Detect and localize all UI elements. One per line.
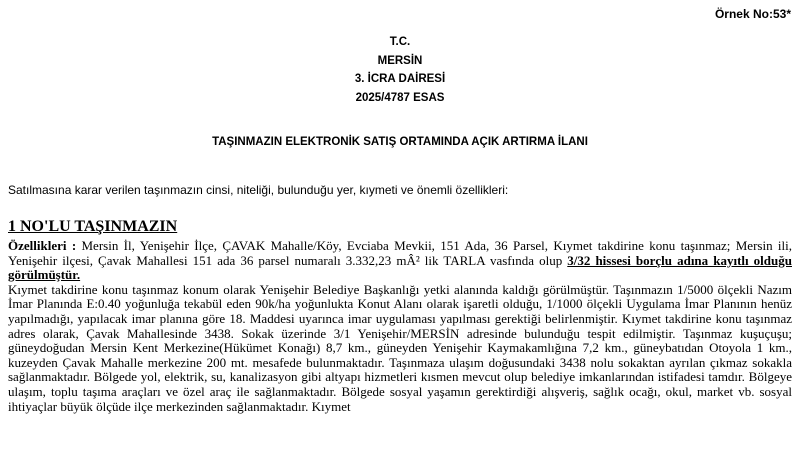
property-details	[8, 239, 792, 414]
court-header	[0, 33, 800, 108]
header-line-tc: T.C.	[389, 36, 411, 48]
description-paragraph: Kıymet takdirine konu taşınmaz konum olarak Yenişehir Belediye Başkanlığı yetki alanında kaldığı görülmüştür. Taşınmazın 1/5000 ölçekli Nazım İmar Planında E:0.40 yoğunluğa tekabül eden 90k/ha yoğunlukta Konut Alanı olarak işaretli olduğu, 1/1000 ölçekli Uygulama İmar Planının henüz yapılmadığı, yapılacak imar planına göre 18. Maddesi uyarınca imar uygulaması yapılması gerektiği belirlenmiştir. Kıymet takdirine konu taşınmaz adres olarak, Çavak Mahallesinde 3438. Sokak üzerinde 3/1 Yenişehir/MERSİN adresinde bulunduğu tespit edilmiştir. Taşınmaz kuşuçuşu; güneydoğudan Mersin Kent Merkezine(Hükümet Konağı) 8,7 km., güneyden Yenişehir Kaymakamlığına 7,2 km., güneybatıdan Otoyola 1 km., kuzeyden Çavak Mahalle merkezine 200 mt. mesafede bulunmaktadır. Taşınmaza ulaşım doğusundaki 3438 nolu sokaktan ayrılan çıkmaz sokakla sağlanmaktadır. Bölgede yol, elektrik, su, kanalizasyon gibi altyapı hizmetleri kısmen mevcut olup belediye imkanlarından istifadesi tamdır. Bölgeye ulaşım, toplu taşıma araçları ve özel araç ile sağlanmaktadır. Bölgede sosyal yaşamın gerektirdiği alışveriş, sağlık ocağı, okul, market vb. sosyal ihtiyaçlar büyük ölçüde ilçe merkezinden sağlanmaktadır. Kıymet	[8, 281, 792, 414]
header-line-office: 3. İCRA DAİRESİ	[354, 73, 446, 86]
header-line-city: MERSİN	[377, 54, 423, 67]
intro-text: Satılmasına karar verilen taşınmazın cinsi, niteliği, bulunduğu yer, kıymeti ve önemli özellikleri:	[8, 183, 509, 197]
features-text: Mersin İl, Yenişehir İlçe, ÇAVAK Mahalle/Köy, Evciaba Mevkii, 151 Ada, 36 Parsel, Kıymet takdirine konu taşınmaz; Mersin ili, Yenişehir ilçesi, Çavak Mahallesi 151 ada 36 parsel numaralı 3.332,23 mÂ² lik TARLA vasfında olup	[8, 238, 792, 268]
features-label: Özellikleri :	[8, 238, 77, 253]
document-title: TAŞINMAZIN ELEKTRONİK SATIŞ ORTAMINDA AÇIK ARTIRMA İLANI	[212, 136, 588, 148]
header-line-case-no: 2025/4787 ESAS	[355, 92, 445, 105]
property-heading: 1 NO'LU TAŞINMAZIN	[8, 218, 178, 235]
sample-number: Örnek No:53*	[714, 7, 791, 21]
features-paragraph	[8, 239, 792, 283]
share-note: 3/32 hissesi borçlu adına kayıtlı olduğu görülmüştür.	[8, 252, 792, 283]
